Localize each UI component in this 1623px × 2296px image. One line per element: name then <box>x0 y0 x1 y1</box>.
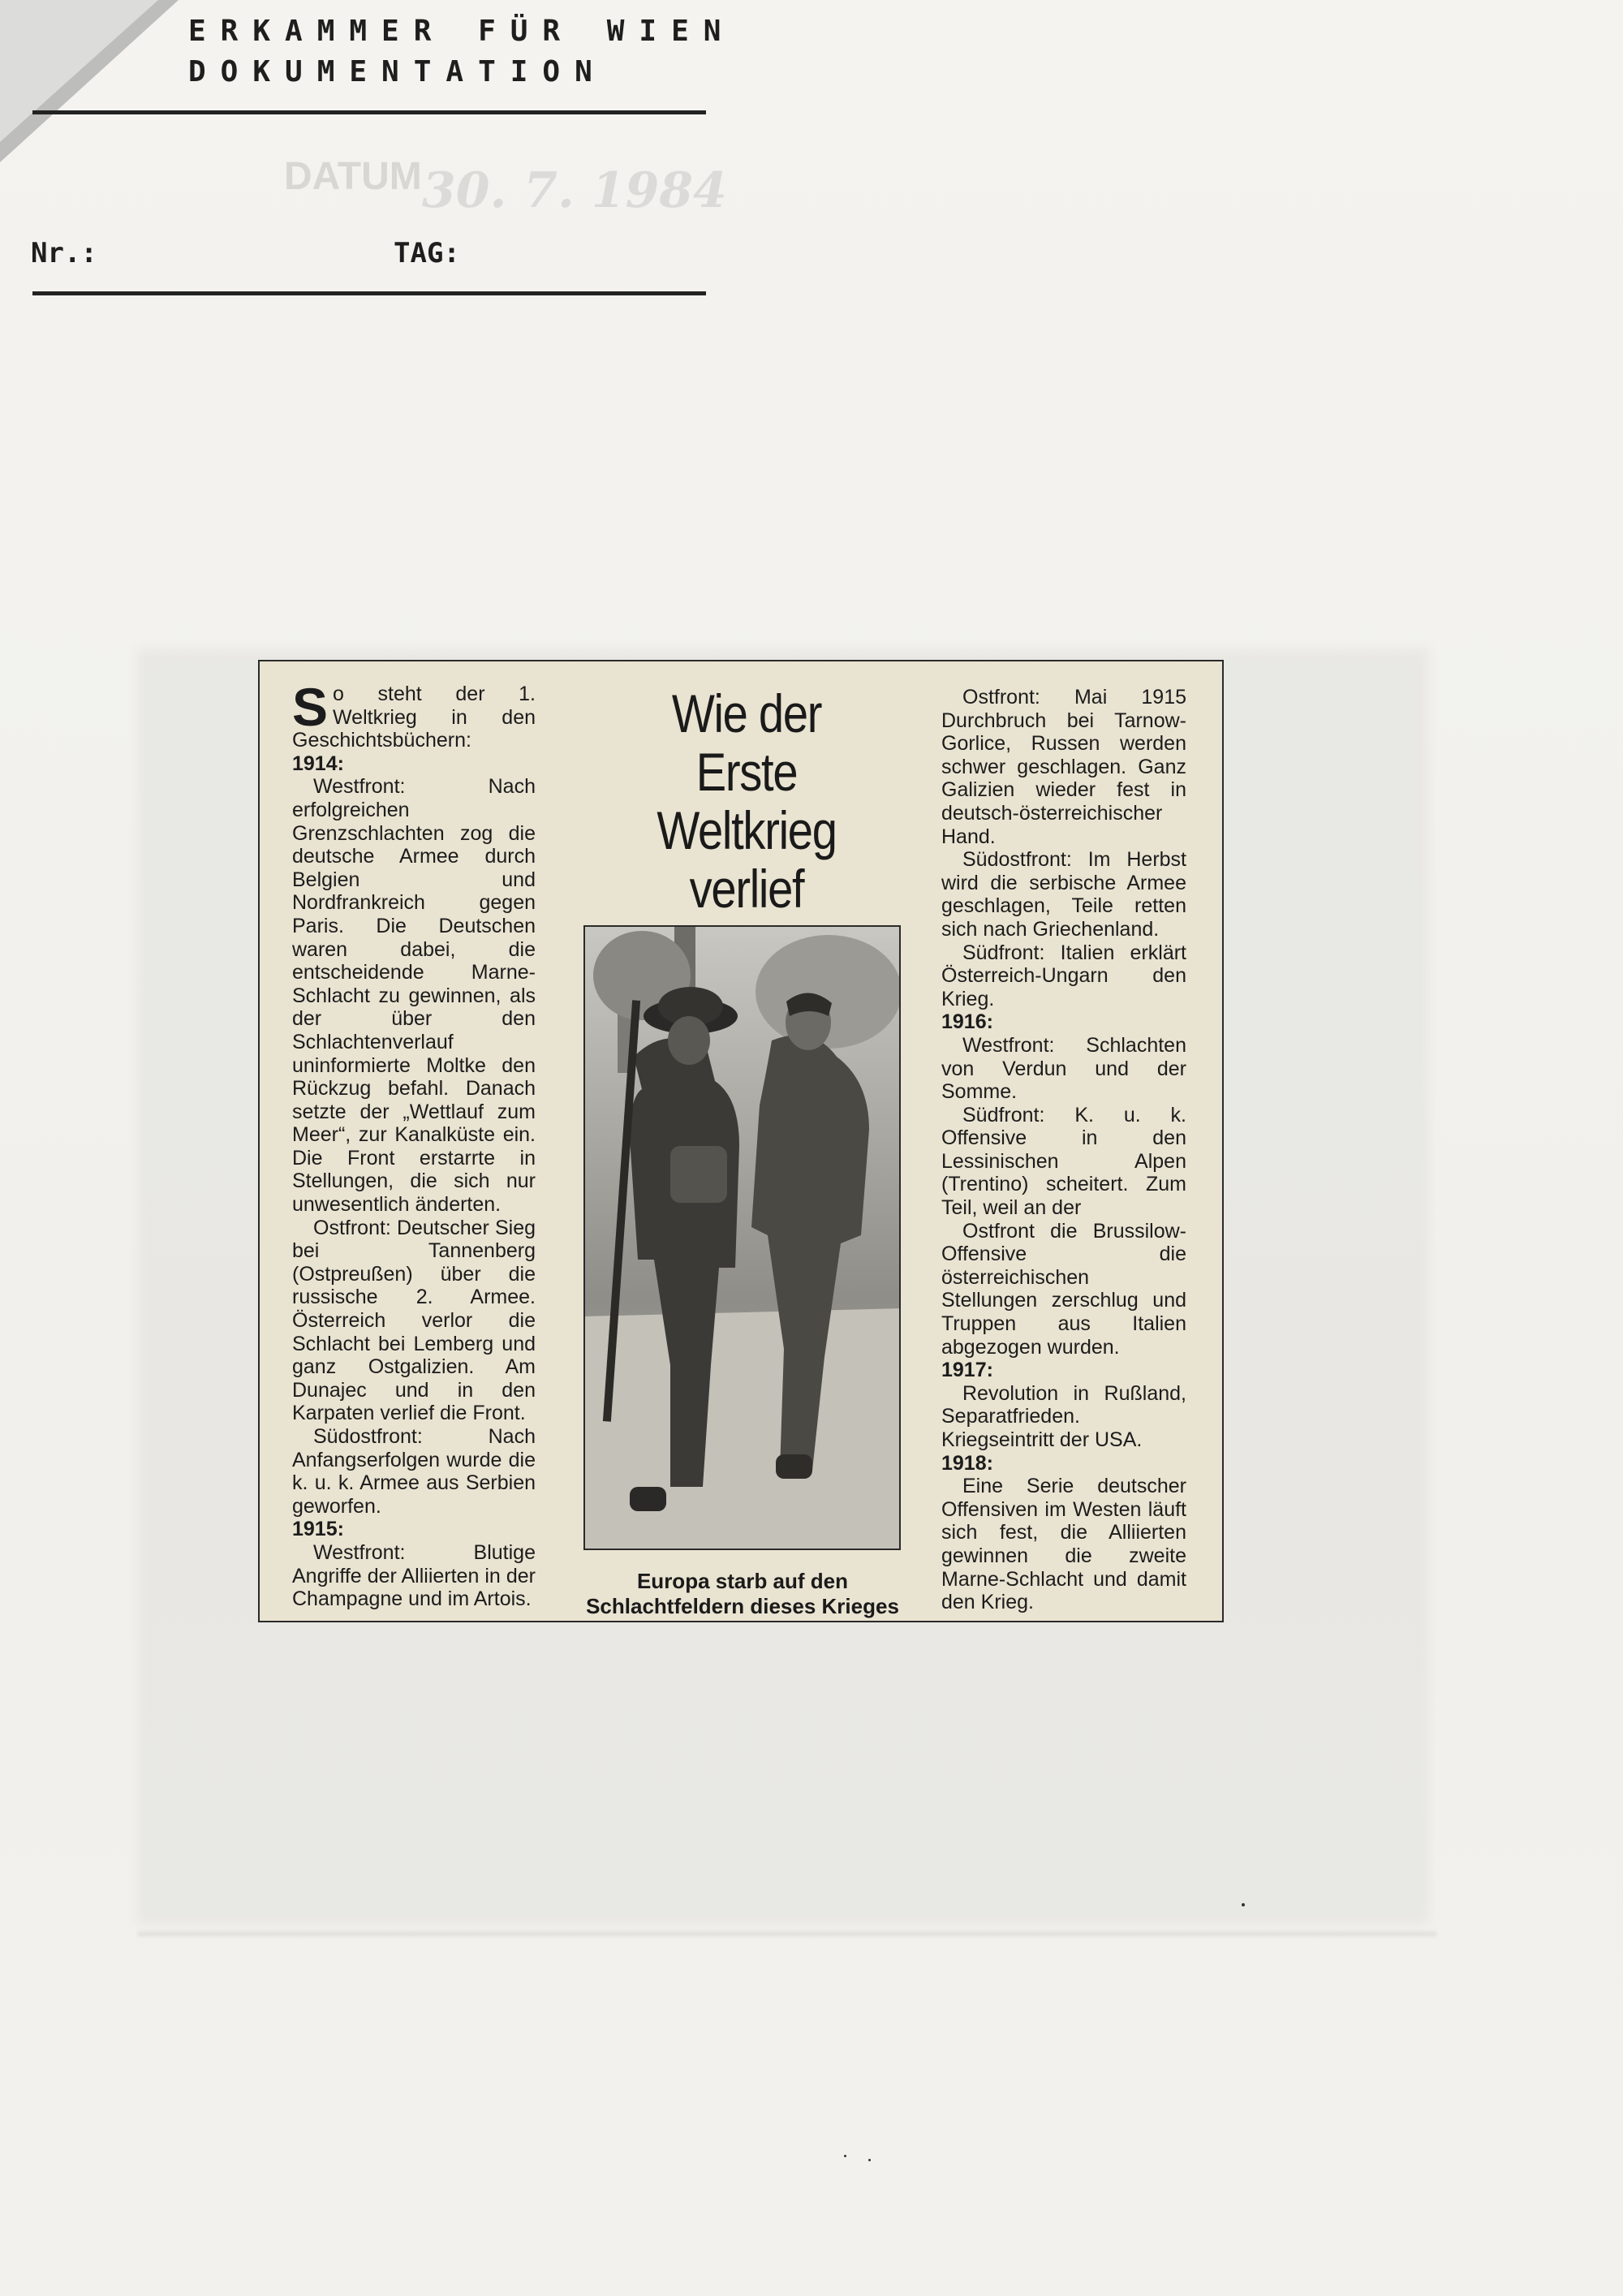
headline-line: Wie der <box>671 683 822 743</box>
day-field-label: TAG: <box>394 237 460 269</box>
article-column-right <box>941 686 1186 1614</box>
paragraph-suedfront-1916: Südfront: K. u. k. Offensive in den Lessinischen Alpen (Trentino) scheitert. Zum Teil, weil an der <box>941 1103 1186 1220</box>
paper-speck <box>868 2159 871 2161</box>
folded-corner-highlight <box>0 0 158 142</box>
photo-soldiers <box>583 925 901 1550</box>
faint-datum-label: DATUM <box>284 155 422 198</box>
stamp-rule-top <box>32 110 706 114</box>
faint-handwritten-date: 30. 7. 1984 <box>422 162 727 219</box>
headline-line: Weltkrieg <box>657 800 837 860</box>
paragraph-westfront-1916: Westfront: Schlachten von Verdun und der Somme. <box>941 1033 1186 1104</box>
article-intro <box>292 677 536 752</box>
stamp-department: DOKUMENTATION <box>188 55 607 88</box>
paragraph-suedfront-1915: Südfront: Italien erklärt Österreich-Ungarn den Krieg. <box>941 941 1186 1010</box>
paragraph-1917: Revolution in Rußland, Separatfrieden. Kriegseintritt der USA. <box>941 1381 1186 1451</box>
number-field-label: Nr.: <box>31 237 97 269</box>
paragraph-suedostfront-1915: Südostfront: Im Herbst wird die serbische Armee geschlagen, Teile retten sich nach Griechenland. <box>941 848 1186 941</box>
photo-caption: Europa starb auf den Schlachtfeldern dieses Krieges <box>586 1569 899 1618</box>
paragraph-ostfront-1916: Ostfront die Brussilow-Offensive die österreichischen Stellungen zerschlug und Truppen aus Italien abgezogen wurden. <box>941 1219 1186 1359</box>
year-heading-1914: 1914: <box>292 752 344 775</box>
paper-speck <box>1242 1903 1245 1906</box>
headline-line: verlief <box>689 859 804 919</box>
intro-text: o steht der 1. Weltkrieg in den Geschichtsbüchern: <box>292 683 536 752</box>
year-heading-1918: 1918: <box>941 1451 993 1475</box>
paragraph-ostfront-1915: Ostfront: Mai 1915 Durchbruch bei Tarnow-Gorlice, Russen werden schwer geschlagen. Ganz Galizien wieder fest in deutsch-österreichischer Hand. <box>941 686 1186 848</box>
paragraph-1918: Eine Serie deutscher Offensiven im Westen läuft sich fest, die Alliierten gewinnen die zweite Marne-Schlacht und damit den Krieg. <box>941 1475 1186 1614</box>
article-headline <box>609 684 885 918</box>
paragraph-ostfront-1914: Ostfront: Deutscher Sieg bei Tannenberg (Ostpreußen) über die russische 2. Armee. Österreich verlor die Schlacht bei Lemberg und ganz Ostgalizien. Am Dunajec und in den Karpaten verlief die Front. <box>292 1216 536 1425</box>
year-heading-1917: 1917: <box>941 1359 993 1382</box>
show-through-line <box>138 1932 1436 1936</box>
paragraph-westfront-1914: Westfront: Nach erfolgreichen Grenzschlachten zog die deutsche Armee durch Belgien und Nordfrankreich gegen Paris. Die Deutschen waren dabei, die entscheidende Marne-Schlacht zu gewinnen, als der über den Schlachtenverlauf uninformierte Moltke den Rückzug befahl. Danach setzte der „Wettlauf zum Meer“, zur Kanalküste ein. Die Front erstarrte in Stellungen, die sich nur unwesentlich änderten. <box>292 775 536 1217</box>
year-heading-1915: 1915: <box>292 1518 344 1541</box>
paper-speck <box>844 2155 846 2157</box>
newspaper-clipping <box>258 660 1224 1622</box>
paragraph-suedostfront-1914: Südostfront: Nach Anfangserfolgen wurde die k. u. k. Armee aus Serbien geworfen. <box>292 1425 536 1518</box>
stamp-institution: ERKAMMER FÜR WIEN <box>188 15 736 48</box>
year-heading-1916: 1916: <box>941 1010 993 1034</box>
article-column-left <box>292 677 536 1611</box>
drop-cap: S <box>292 677 329 737</box>
paragraph-westfront-1915: Westfront: Blutige Angriffe der Alliierten in der Champagne und im Artois. <box>292 1540 536 1611</box>
stamp-rule-bottom <box>32 291 706 295</box>
headline-line: Erste <box>695 742 798 802</box>
